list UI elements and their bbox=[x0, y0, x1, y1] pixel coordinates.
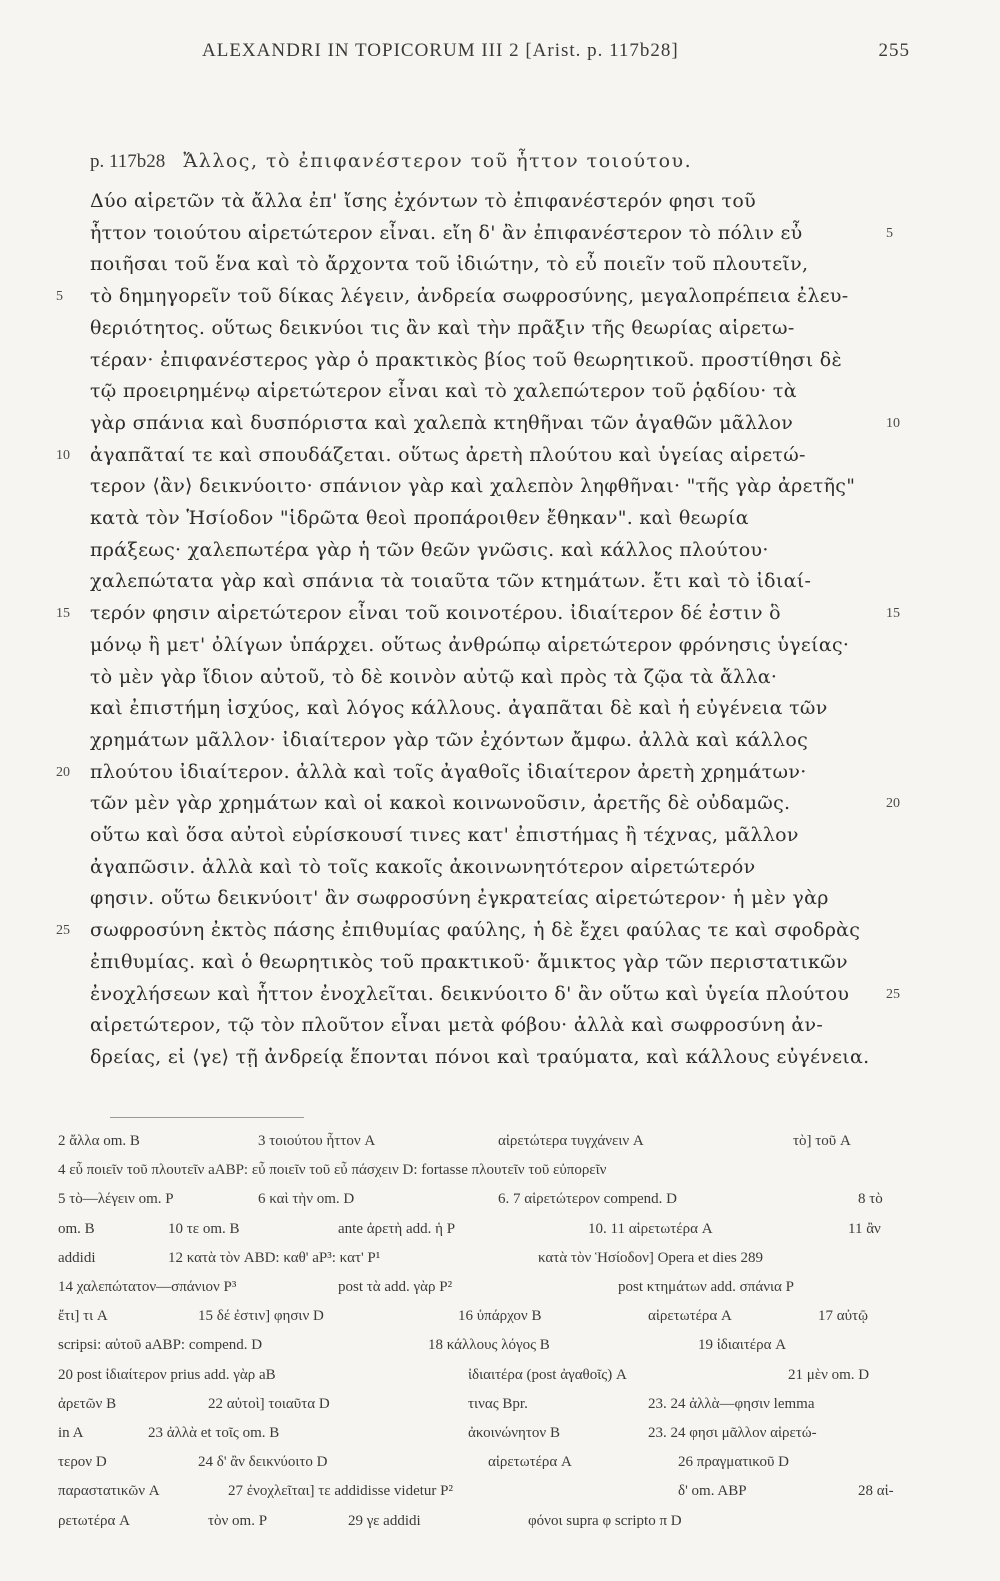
line-number-right: 15 bbox=[886, 606, 900, 622]
apparatus-entry: 15 δέ ἐστιν] φησιν D bbox=[198, 1308, 324, 1325]
text-line: τὸ δημηγορεῖν τοῦ δίκας λέγειν, ἀνδρεία σωφροσύνης, μεγαλοπρέπεια ἐλευ- bbox=[90, 285, 849, 308]
apparatus-entry: 26 πραγματικοῦ D bbox=[678, 1454, 789, 1471]
apparatus-entry: ἀκοινώνητον B bbox=[468, 1425, 560, 1441]
text-line: πλούτου ἰδιαίτερον. ἀλλὰ καὶ τοῖς ἀγαθοῖς ἰδιαίτερον ἀρετὴ χρημάτων· bbox=[90, 760, 807, 783]
apparatus-entry: 6. 7 αἱρετώτερον compend. D bbox=[498, 1191, 677, 1208]
line-number-left: 25 bbox=[56, 923, 70, 939]
text-line: σωφροσύνη ἐκτὸς πάσης ἐπιθυμίας φαύλης, ἡ δὲ ἔχει φαύλας τε καὶ σφοδρὰς bbox=[90, 919, 861, 942]
apparatus-entry: τὸ] τοῦ A bbox=[793, 1133, 851, 1149]
text-line: αἱρετώτερον, τῷ τὸν πλοῦτον εἶναι μετὰ φόβου· ἀλλὰ καὶ σωφροσύνη ἀν- bbox=[90, 1014, 824, 1037]
apparatus-entry: 19 ἰδιαιτέρα A bbox=[698, 1337, 787, 1354]
page-number: 255 bbox=[878, 40, 910, 61]
apparatus-entry: 23. 24 ἀλλὰ—φησιν lemma bbox=[648, 1395, 815, 1412]
text-line: πράξεως· χαλεπωτέρα γὰρ ἡ τῶν θεῶν γνῶσις. καὶ κάλλος πλούτου· bbox=[90, 538, 769, 561]
line-number-right: 20 bbox=[886, 796, 900, 812]
apparatus-entry: om. B bbox=[58, 1220, 95, 1237]
apparatus-entry: 28 αἱ- bbox=[858, 1483, 894, 1500]
text-line: ἧττον τοιούτου αἱρετώτερον εἶναι. εἴη δ' ἂν ἐπιφανέστερον τὸ πόλιν εὖ bbox=[90, 221, 803, 244]
text-line: γὰρ σπάνια καὶ δυσπόριστα καὶ χαλεπὰ κτηθῆναι τῶν ἀγαθῶν μᾶλλον bbox=[90, 411, 794, 434]
line-number-left: 10 bbox=[56, 447, 70, 463]
text-line: τὸ μὲν γὰρ ἴδιον αὐτοῦ, τὸ δὲ κοινὸν αὐτῷ καὶ πρὸς τὰ ζῷα τὰ ἄλλα· bbox=[90, 665, 778, 688]
apparatus-entry: 10 τε om. B bbox=[168, 1220, 240, 1237]
apparatus-entry: αἱρετωτέρα A bbox=[488, 1454, 572, 1471]
lemma-reference: p. 117b28 bbox=[90, 151, 166, 172]
text-line: οὕτω καὶ ὅσα αὐτοὶ εὑρίσκουσί τινες κατ' ἐπιστήμας ἢ τέχνας, μᾶλλον bbox=[90, 824, 799, 846]
line-number-left: 20 bbox=[56, 764, 70, 780]
apparatus-entry: 20 post ἰδιαίτερον prius add. γὰρ aB bbox=[58, 1366, 276, 1383]
apparatus-entry: 8 τὸ bbox=[858, 1191, 883, 1208]
apparatus-entry: 23. 24 φησι μᾶλλον αἱρετώ- bbox=[648, 1425, 817, 1441]
lemma-text: Ἄλλος, τὸ ἐπιφανέστερον τοῦ ἧττον τοιούτου. bbox=[183, 150, 693, 172]
apparatus-entry: τὸν om. P bbox=[208, 1512, 268, 1529]
apparatus-entry: αἱρετώτερα τυγχάνειν A bbox=[498, 1133, 644, 1149]
text-line: τῶν μὲν γὰρ χρημάτων καὶ οἱ κακοὶ κοινωνοῦσιν, ἀρετῆς δὲ οὐδαμῶς. bbox=[90, 792, 791, 815]
apparatus-entry: 10. 11 αἱρετωτέρα A bbox=[588, 1220, 713, 1237]
running-title: ALEXANDRI IN TOPICORUM III 2 [Arist. p. 117b28] bbox=[202, 40, 679, 61]
apparatus-entry: ἔτι] τι A bbox=[58, 1308, 108, 1325]
apparatus-entry: 16 ὑπάρχον B bbox=[458, 1308, 542, 1325]
apparatus-entry: 21 μὲν om. D bbox=[788, 1366, 870, 1383]
text-line: τερόν φησιν αἱρετώτερον εἶναι τοῦ κοινοτέρου. ἰδιαίτερον δέ ἐστιν ὃ bbox=[90, 602, 781, 625]
apparatus-entry: 27 ἐνοχλεῖται] τε addidisse videtur P² bbox=[228, 1483, 453, 1500]
apparatus-entry: 14 χαλεπώτατον—σπάνιον P³ bbox=[58, 1279, 237, 1295]
apparatus-entry: κατὰ τὸν Ἡσίοδον] Opera et dies 289 bbox=[538, 1249, 763, 1266]
text-line: ἀγαπῶσιν. ἀλλὰ καὶ τὸ τοῖς κακοῖς ἀκοινωνητότερον αἱρετώτερόν bbox=[90, 855, 756, 878]
text-line: δρείας, εἰ ⟨γε⟩ τῇ ἀνδρείᾳ ἕπονται πόνοι καὶ τραύματα, καὶ κάλλους εὐγένεια. bbox=[90, 1045, 870, 1068]
text-line: καὶ ἐπιστήμη ἰσχύος, καὶ λόγος κάλλους. ἀγαπᾶται δὲ καὶ ἡ εὐγένεια τῶν bbox=[90, 697, 828, 720]
apparatus-rule bbox=[110, 1117, 304, 1118]
line-number-right: 10 bbox=[886, 415, 900, 431]
apparatus-entry: ἀρετῶν B bbox=[58, 1395, 117, 1412]
apparatus-entry: 24 δ' ἂν δεικνύοιτο D bbox=[198, 1454, 328, 1471]
apparatus-entry: δ' om. ABP bbox=[678, 1483, 747, 1500]
line-number-left: 5 bbox=[56, 289, 63, 305]
text-line: ποιῆσαι τοῦ ἕνα καὶ τὸ ἄρχοντα τοῦ ἰδιώτην, τὸ εὖ ποιεῖν τοῦ πλουτεῖν, bbox=[90, 253, 809, 276]
apparatus-entry: 23 ἀλλὰ et τοῖς om. B bbox=[148, 1425, 280, 1441]
text-line: χρημάτων μᾶλλον· ἰδιαίτερον γὰρ τῶν ἐχόντων ἄμφω. ἀλλὰ καὶ κάλλος bbox=[90, 728, 809, 751]
apparatus-entry: τινας Bpr. bbox=[468, 1395, 528, 1412]
apparatus-entry: addidi bbox=[58, 1249, 96, 1266]
running-header bbox=[202, 40, 910, 70]
apparatus-entry: 18 κάλλους λόγος B bbox=[428, 1337, 550, 1354]
text-line: χαλεπώτατα γὰρ καὶ σπάνια τὰ τοιαῦτα τῶν κτημάτων. ἔτι καὶ τὸ ἰδιαί- bbox=[90, 570, 812, 593]
text-line: ἀγαπᾶταί τε καὶ σπουδάζεται. οὕτως ἀρετὴ πλούτου καὶ ὑγείας αἱρετώ- bbox=[90, 443, 806, 466]
apparatus-entry: post κτημάτων add. σπάνια P bbox=[618, 1279, 794, 1295]
apparatus-entry: 11 ἂν bbox=[848, 1220, 881, 1237]
line-number-right: 25 bbox=[886, 986, 900, 1002]
apparatus-entry: 5 τὸ—λέγειν om. P bbox=[58, 1191, 174, 1208]
text-line: ἐνοχλήσεων καὶ ἧττον ἐνοχλεῖται. δεικνύοιτο δ' ἂν οὕτω καὶ ὑγεία πλούτου bbox=[90, 982, 850, 1005]
line-number-right: 5 bbox=[886, 225, 893, 241]
text-line: φησιν. οὕτω δεικνύοιτ' ἂν σωφροσύνη ἐγκρατείας αἱρετώτερον· ἡ μὲν γὰρ bbox=[90, 887, 829, 910]
apparatus-entry: φόνοι supra φ scripto π D bbox=[528, 1512, 682, 1529]
apparatus-entry: in A bbox=[58, 1425, 84, 1441]
apparatus-entry: ρετωτέρα A bbox=[58, 1512, 130, 1529]
lemma-heading bbox=[90, 150, 890, 173]
apparatus-entry: τερον D bbox=[58, 1454, 107, 1471]
apparatus-entry: 12 κατὰ τὸν ABD: καθ' aP³: κατ' P¹ bbox=[168, 1249, 381, 1266]
apparatus-entry: παραστατικῶν A bbox=[58, 1483, 160, 1500]
apparatus-entry: ante ἀρετὴ add. ἡ P bbox=[338, 1220, 456, 1237]
apparatus-entry: αἱρετωτέρα A bbox=[648, 1308, 732, 1325]
text-line: κατὰ τὸν Ἡσίοδον "ἱδρῶτα θεοὶ προπάροιθεν ἔθηκαν". καὶ θεωρία bbox=[90, 507, 749, 529]
text-line: τέραν· ἐπιφανέστερος γὰρ ὁ πρακτικὸς βίος τοῦ θεωρητικοῦ. προστίθησι δὲ bbox=[90, 348, 843, 371]
apparatus-entry: 29 γε addidi bbox=[348, 1512, 421, 1529]
text-line: Δύο αἱρετῶν τὰ ἄλλα ἐπ' ἴσης ἐχόντων τὸ ἐπιφανέστερόν φησι τοῦ bbox=[90, 190, 756, 212]
text-line: θεριότητος. οὕτως δεικνύοι τις ἂν καὶ τὴν πρᾶξιν τῆς θεωρίας αἱρετω- bbox=[90, 316, 795, 339]
apparatus-entry: 17 αὐτῷ bbox=[818, 1308, 868, 1325]
apparatus-entry: 22 αὐτοὶ] τοιαῦτα D bbox=[208, 1395, 330, 1412]
text-line: μόνῳ ἢ μετ' ὀλίγων ὑπάρχει. οὕτως ἀνθρώπῳ αἱρετώτερον φρόνησις ὑγείας· bbox=[90, 633, 850, 656]
text-line: ἐπιθυμίας. καὶ ὁ θεωρητικὸς τοῦ πρακτικοῦ· ἄμικτος γὰρ τῶν περιστατικῶν bbox=[90, 950, 848, 973]
apparatus-entry: 6 καὶ τὴν om. D bbox=[258, 1191, 355, 1208]
apparatus-entry: 4 εὖ ποιεῖν τοῦ πλουτεῖν aABP: εὖ ποιεῖν τοῦ εὖ πάσχειν D: fortasse πλουτεῖν τοῦ εὐπορεῖν bbox=[58, 1162, 607, 1179]
text-line: τῷ προειρημένῳ αἱρετώτερον εἶναι καὶ τὸ χαλεπώτερον τοῦ ῥᾳδίου· τὰ bbox=[90, 380, 797, 403]
apparatus-entry: 3 τοιούτου ἧττον A bbox=[258, 1133, 376, 1149]
line-number-left: 15 bbox=[56, 606, 70, 622]
apparatus-entry: post τὰ add. γὰρ P² bbox=[338, 1279, 453, 1295]
text-line: τερον ⟨ἂν⟩ δεικνύοιτο· σπάνιον γὰρ καὶ χαλεπὸν ληφθῆναι· "τῆς γὰρ ἀρετῆς" bbox=[90, 475, 856, 498]
apparatus-entry: scripsi: αὐτοῦ aABP: compend. D bbox=[58, 1337, 263, 1354]
apparatus-entry: ἰδιαιτέρα (post ἀγαθοῖς) A bbox=[468, 1366, 627, 1383]
apparatus-entry: 2 ἄλλα om. B bbox=[58, 1133, 140, 1149]
